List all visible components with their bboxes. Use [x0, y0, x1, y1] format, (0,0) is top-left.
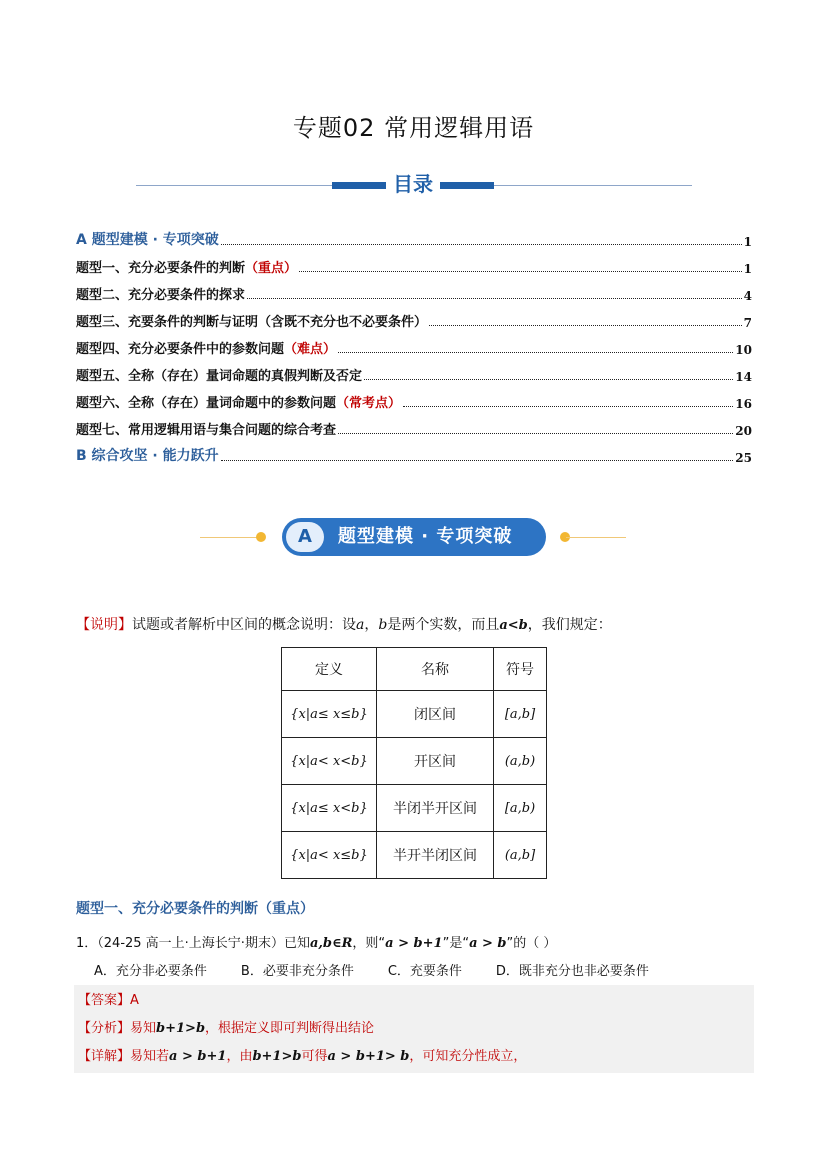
- stem-condition-1: a > b+1: [385, 936, 443, 951]
- toc-entry[interactable]: [76, 330, 752, 357]
- cell-symbol: [a,b): [494, 785, 547, 832]
- toc-page: 10: [735, 343, 752, 357]
- table-row: [282, 832, 547, 879]
- toc-page: 1: [743, 262, 752, 276]
- toc-leader: [338, 433, 733, 434]
- toc-label: 题型三、充要条件的判断与证明（含既不充分也不必要条件）: [76, 315, 428, 330]
- toc-entry[interactable]: [76, 276, 752, 303]
- note-tag: 【说明】: [76, 617, 132, 633]
- answer-tag: 【答案】: [78, 993, 131, 1008]
- table-row: [282, 691, 547, 738]
- toc-label: 题型五、全称（存在）量词命题的真假判断及否定: [76, 369, 363, 384]
- detail-text: 易知若: [130, 1049, 170, 1064]
- note-var-a: a: [356, 617, 365, 633]
- interval-table: [281, 647, 547, 879]
- toc-label: 题型一、充分必要条件的判断: [76, 261, 246, 276]
- page-title: 专题02 常用逻辑用语: [292, 114, 535, 142]
- toc-tag: （难点）: [284, 342, 337, 357]
- header-name: 名称: [377, 648, 494, 691]
- banner-dot-left: [256, 532, 266, 542]
- toc-page: 14: [735, 370, 752, 384]
- section-title: 题型建模 · 专项突破: [338, 526, 513, 547]
- toc-page: 7: [743, 316, 752, 330]
- toc-leader: [299, 271, 742, 272]
- toc-entry[interactable]: [76, 249, 752, 276]
- cell-name: 闭区间: [377, 691, 494, 738]
- toc-leader: [221, 244, 742, 245]
- cell-symbol: (a,b): [494, 738, 547, 785]
- stem-text: ，则“: [352, 936, 386, 951]
- detail-text: ，可知充分性成立，: [409, 1049, 527, 1064]
- header-symbol: 符号: [494, 648, 547, 691]
- cell-definition: {x|a< x<b}: [282, 738, 377, 785]
- answer-value: A: [130, 993, 139, 1008]
- toc-entry[interactable]: [76, 384, 752, 411]
- note-text: 是两个实数，而且: [387, 617, 500, 633]
- table-of-contents: [76, 222, 752, 465]
- toc-label: 题型四、充分必要条件中的参数问题: [76, 342, 285, 357]
- toc-page: 1: [743, 235, 752, 249]
- toc-label: 题型二、充分必要条件的探求: [76, 288, 246, 303]
- table-row: [282, 785, 547, 832]
- detail-math: a > b+1: [169, 1049, 227, 1064]
- detail-math: a > b+1> b: [327, 1049, 410, 1064]
- cell-name: 开区间: [377, 738, 494, 785]
- analysis-math: b+1>b: [156, 1021, 206, 1036]
- toc-leader: [364, 379, 733, 380]
- option-d[interactable]: D．既非充分也非必要条件: [495, 964, 649, 979]
- answer-box: [74, 985, 754, 1073]
- option-c[interactable]: C．充要条件: [387, 964, 462, 979]
- toc-leader: [338, 352, 733, 353]
- stem-text: ”是“: [442, 936, 470, 951]
- toc-entry[interactable]: [76, 411, 752, 438]
- toc-tag: （常考点）: [336, 396, 402, 411]
- toc-heading: 目录: [386, 168, 440, 197]
- cell-symbol: [a,b]: [494, 691, 547, 738]
- toc-page: 20: [735, 424, 752, 438]
- note-comma: ，: [364, 617, 379, 633]
- analysis-line: [78, 1017, 374, 1036]
- answer-line: [78, 989, 139, 1008]
- toc-label: 题型七、常用逻辑用语与集合问题的综合考查: [76, 423, 337, 438]
- detail-line: [78, 1045, 526, 1064]
- cell-definition: {x|a≤ x≤b}: [282, 691, 377, 738]
- option-a[interactable]: A．充分非必要条件: [94, 964, 207, 979]
- cell-definition: {x|a< x≤b}: [282, 832, 377, 879]
- analysis-text: 易知: [130, 1021, 157, 1036]
- toc-page: 4: [743, 289, 752, 303]
- toc-bar-right: [440, 182, 494, 189]
- toc-label: A 题型建模 · 专项突破: [76, 232, 219, 248]
- cell-symbol: (a,b]: [494, 832, 547, 879]
- question-type-title: 题型一、充分必要条件的判断（重点）: [76, 901, 314, 917]
- cell-definition: {x|a≤ x<b}: [282, 785, 377, 832]
- stem-text: 1．（24-25 高一上·上海长宁·期末）已知: [76, 936, 310, 951]
- table-row: [282, 738, 547, 785]
- toc-page: 25: [735, 451, 752, 465]
- toc-label: 题型六、全称（存在）量词命题中的参数问题: [76, 396, 337, 411]
- table-header-row: [282, 648, 547, 691]
- toc-entry[interactable]: [76, 438, 752, 465]
- toc-leader: [403, 406, 733, 407]
- detail-text: 可得: [301, 1049, 328, 1064]
- section-letter: A: [286, 522, 324, 552]
- toc-page: 16: [735, 397, 752, 411]
- header-definition: 定义: [282, 648, 377, 691]
- toc-entry[interactable]: [76, 303, 752, 330]
- note-text: ，我们规定：: [527, 617, 612, 633]
- option-b[interactable]: B．必要非充分条件: [240, 964, 354, 979]
- toc-bar-left: [332, 182, 386, 189]
- note-text: 试题或者解析中区间的概念说明：设: [132, 617, 356, 633]
- note-var-b: b: [378, 617, 388, 633]
- toc-entry[interactable]: [76, 222, 752, 249]
- banner-line-left: [200, 537, 260, 538]
- toc-label: B 综合攻坚 · 能力跃升: [76, 448, 219, 464]
- section-pill: [282, 518, 546, 556]
- cell-name: 半开半闭区间: [377, 832, 494, 879]
- note-condition: a<b: [499, 618, 528, 633]
- question-options: [94, 960, 754, 979]
- analysis-tag: 【分析】: [78, 1021, 131, 1036]
- stem-text: ”的（ ）: [506, 936, 557, 951]
- analysis-text: ，根据定义即可判断得出结论: [205, 1021, 375, 1036]
- banner-line-right: [566, 537, 626, 538]
- toc-leader: [221, 460, 734, 461]
- stem-condition-2: a > b: [469, 936, 507, 951]
- detail-text: ，由: [226, 1049, 253, 1064]
- toc-banner: [136, 168, 692, 198]
- toc-leader: [247, 298, 742, 299]
- stem-math: a,b∈R: [309, 936, 353, 951]
- question-stem: [76, 932, 556, 951]
- toc-entry[interactable]: [76, 357, 752, 384]
- cell-name: 半闭半开区间: [377, 785, 494, 832]
- section-banner: [200, 515, 626, 559]
- interval-note: [76, 614, 612, 634]
- detail-math: b+1>b: [252, 1049, 302, 1064]
- detail-tag: 【详解】: [78, 1049, 131, 1064]
- toc-tag: （重点）: [245, 261, 298, 276]
- toc-leader: [429, 325, 742, 326]
